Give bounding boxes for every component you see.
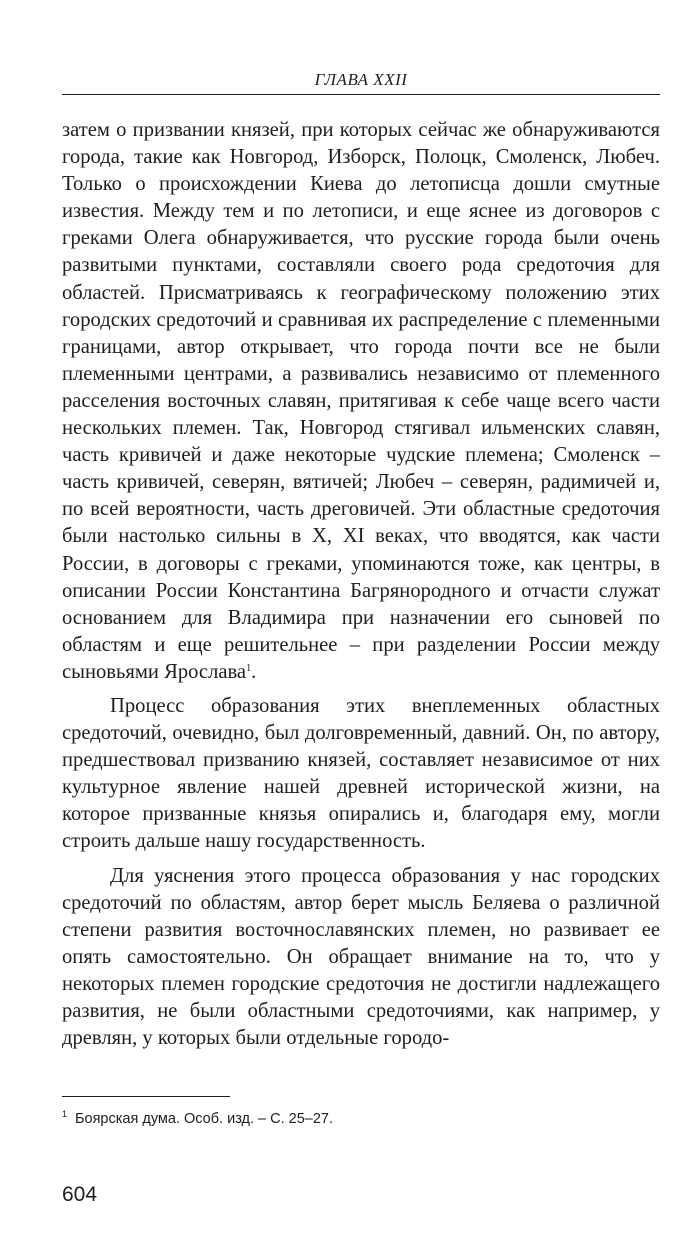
paragraph-2: Процесс образования этих внеплеменных областных средоточий, очевидно, был долговременный, давний. Он, по автору, предшествовал призванию князей, составляет независимое от них культурное явление нашей древней исторической жизни, на которое призванные князья опирались и, благодаря ему, могли строить дальше нашу государственность. [62, 694, 660, 853]
paragraph-3: Для уяснения этого процесса образования у нас городских средоточий по областям, автор берет мысль Беляева о различной степени развития восточнославянских племен, но развивает ее опять самостоятельно. Он обращает внимание на то, что у некоторых племен городские средоточия не достигли надлежащего развития, не были областными средоточиями, как например, у древлян, у которых были отдельные городо- [62, 864, 660, 1050]
paragraph-1-end: . [251, 660, 257, 683]
footnote-rule [62, 1096, 230, 1097]
running-header: ГЛАВА XXII [314, 70, 408, 89]
paragraph-1-text: затем о призвании князей, при которых сейчас же обнаруживаются города, такие как Новгород, Изборск, Полоцк, Смоленск, Любеч. Только о происхождении Киева до летописца дошли смутные известия. Между тем и по летописи, и еще яснее из договоров с греками Олега обнаруживается, что русские города были очень развитыми пунктами, составляли своего рода средоточия для областей. Присматриваясь к географическому положению этих городских средоточий и сравнивая их распределение с племенными границами, автор открывает, что города почти все не были племенными центрами, а развивались независимо от племенного расселения восточных славян, притягивая к себе чаще всего части нескольких племен. Так, Новгород стягивал ильменских славян, часть кривичей и даже некоторые чудские племена; Смоленск – часть кривичей, северян, вятичей; Любеч – северян, радимичей и, по всей вероятности, часть дреговичей. Эти областные средоточия были настолько сильны в X, XI веках, что вводятся, как части России, в договоры с греками, упоминаются тоже, как центры, в описании России Константина Багрянородного и отчасти служат основанием для Владимира при назначении его сыновей по областям и еще решительнее – при разделении России между сыновьями Ярослава [62, 119, 660, 683]
footnote-reference: 1 [246, 662, 252, 674]
body-text [62, 117, 660, 1052]
footnote-text: Боярская дума. Особ. изд. – С. 25–27. [75, 1111, 334, 1127]
header-rule [62, 94, 660, 95]
book-page [62, 0, 660, 1246]
paragraph-1 [62, 117, 660, 686]
footnote: 1 Боярская дума. Особ. изд. – С. 25–27. [62, 1109, 334, 1127]
page-number: 604 [62, 1183, 98, 1206]
